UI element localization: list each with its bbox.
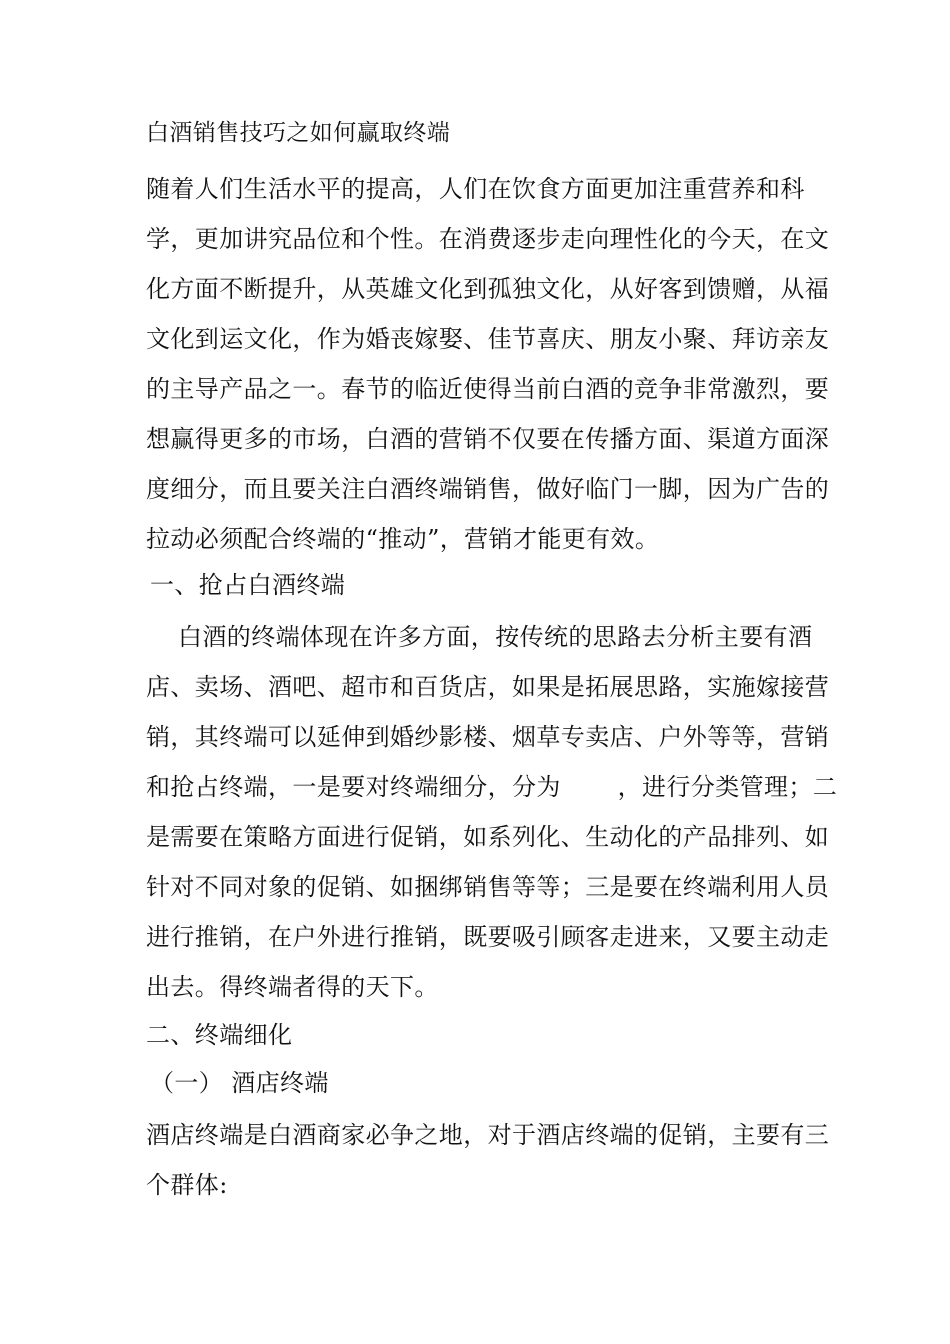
document-title: 白酒销售技巧之如何赢取终端 <box>146 120 451 146</box>
intro-line: 化方面不断提升，从英雄文化到孤独文化，从好客到馈赠，从福 <box>146 275 830 303</box>
intro-line: 的主导产品之一。春节的临近使得当前白酒的竞争非常激烈，要 <box>146 375 830 403</box>
section1-line: 进行推销，在户外进行推销，既要吸引顾客走进来，又要主动走 <box>146 923 830 951</box>
intro-line: 想赢得更多的市场，白酒的营销不仅要在传播方面、渠道方面深 <box>146 425 830 453</box>
subsection1-line: 酒店终端是白酒商家必争之地，对于酒店终端的促销，主要有三 <box>146 1121 830 1149</box>
section1-line: 是需要在策略方面进行促销，如系列化、生动化的产品排列、如 <box>146 823 830 851</box>
section-heading-2: 二、终端细化 <box>146 1021 293 1049</box>
section1-line: 针对不同对象的促销、如捆绑销售等等；三是要在终端利用人员 <box>146 873 830 901</box>
section1-line: 白酒的终端体现在许多方面，按传统的思路去分析主要有酒 <box>178 623 813 651</box>
section1-line: 店、卖场、酒吧、超市和百货店，如果是拓展思路，实施嫁接营 <box>146 673 830 701</box>
intro-line: 度细分，而且要关注白酒终端销售，做好临门一脚，因为广告的 <box>146 475 830 503</box>
section1-line: 出去。得终端者得的天下。 <box>146 973 439 1001</box>
intro-line: 拉动必须配合终端的“推动”，营销才能更有效。 <box>146 525 660 553</box>
section-heading-1: 一、抢占白酒终端 <box>150 571 346 599</box>
section1-line: 销，其终端可以延伸到婚纱影楼、烟草专卖店、户外等等，营销 <box>146 723 830 751</box>
intro-line: 文化到运文化，作为婚丧嫁娶、佳节喜庆、朋友小聚、拜访亲友 <box>146 325 830 353</box>
subsection1-line: 个群体: <box>146 1171 228 1199</box>
intro-line: 学，更加讲究品位和个性。在消费逐步走向理性化的今天，在文 <box>146 225 830 253</box>
intro-line: 随着人们生活水平的提高，人们在饮食方面更加注重营养和科 <box>146 175 805 203</box>
section1-line: 和抢占终端，一是要对终端细分，分为 ，进行分类管理；二 <box>146 773 838 801</box>
subsection-heading-1: （一） 酒店终端 <box>150 1069 329 1097</box>
